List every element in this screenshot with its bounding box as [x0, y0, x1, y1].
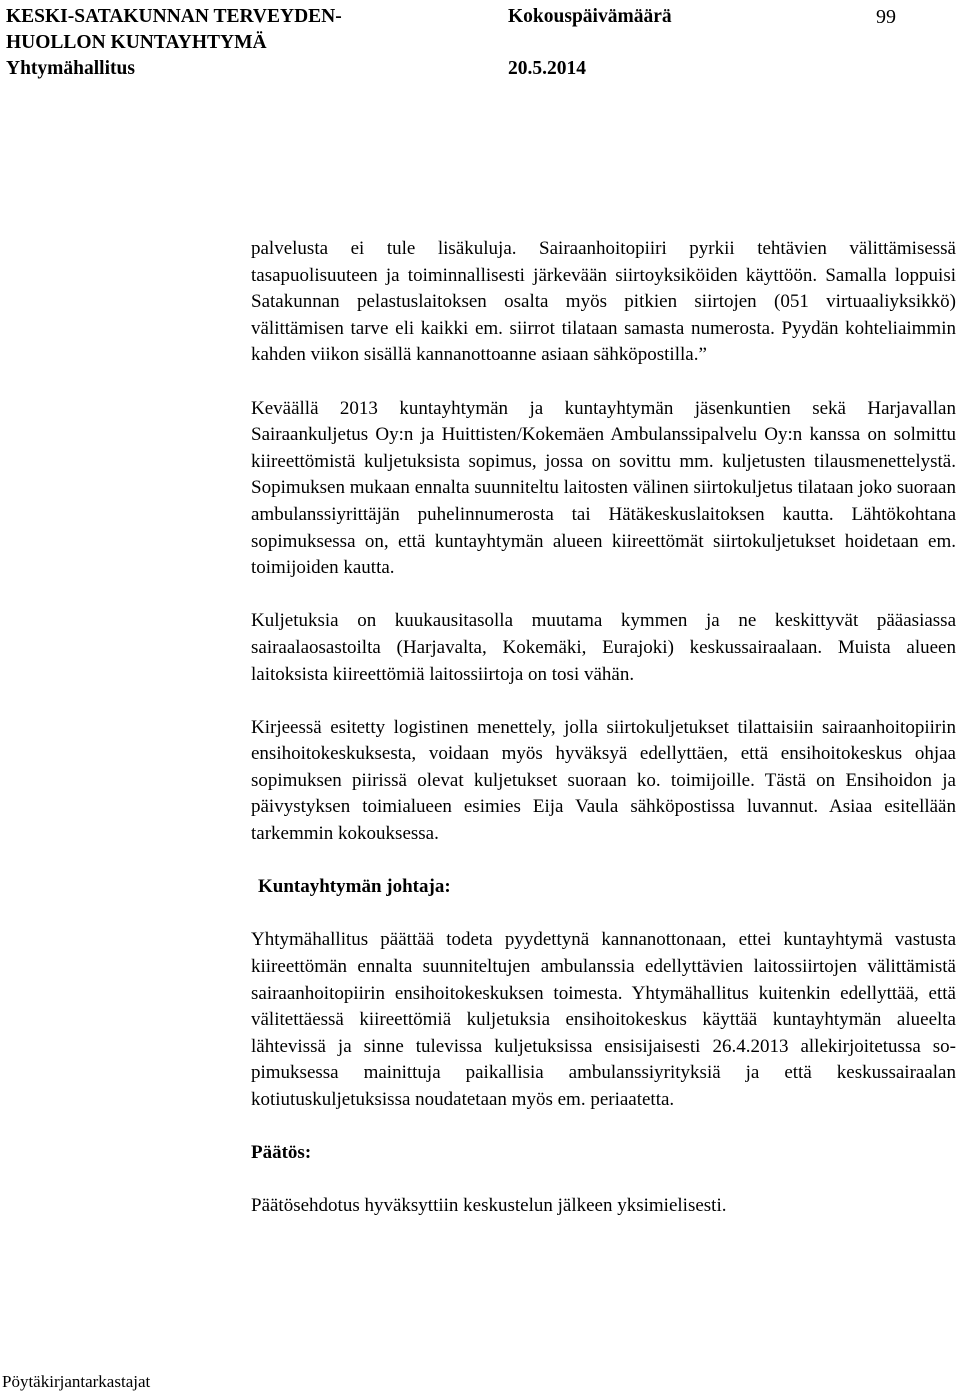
paragraph-logistics: Kirjeessä esitetty logistinen menettely, jolla siirtokuljetukset tilattaisiin sairaanhoitopiirin ensihoitokeskuksesta, voidaan myös hyväksyä edellyttäen, että ensihoitokeskus ohjaa sopimuksen piirissä olevat kuljetukset suoraan ko. toimijoille. Tästä on Ensihoidon ja päivystyksen toimialueen esimies Eija Vaula sähköpostissa luvannut. Asiaa esitellään tarkemmin kokouksessa.	[251, 716, 956, 845]
meeting-date-label: Kokouspäivämäärä	[508, 6, 672, 27]
footer-label: Pöytäkirjantarkastajat	[2, 1372, 151, 1391]
paragraph-agreement: Keväällä 2013 kuntayhtymän ja kuntayhtymän jäsenkuntien sekä Harjavallan Sairaankuljetus Oy:n ja Huittisten/Kokemäen Ambulanssipalvelu Oy:n kanssa on solmittu kiireettömistä kuljetuksista sopimus, jossa on sovittu mm. kuljetusten tilausmenettelystä. Sopimuksen mukaan ennalta suunniteltu laitosten välinen siirtokuljetus tilataan joko suoraan ambulanssiyrittäjän puhelinnumerosta tai Hätäkeskuslaitoksen kautta. Lähtökohtana sopimuksessa on, että kuntayhtymän alueen kiireettömät siirtokuljetukset hoidetaan em. toimijoiden kautta.	[251, 397, 956, 579]
decision-text: Päätösehdotus hyväksyttiin keskustelun jälkeen yksimielisesti.	[251, 1195, 727, 1217]
organization-name-line-1: KESKI-SATAKUNNAN TERVEYDEN-	[6, 6, 342, 27]
paragraph-transport-volume: Kuljetuksia on kuukausitasolla muutama kymmen ja ne keskittyvät pääasiassa sairaalaosastoilta (Harjavalta, Kokemäki, Eurajoki) keskussairaalaan. Muista alueen laitoksista kiireettömiä laitossiirtoja on tosi vähän.	[251, 610, 956, 685]
meeting-date: 20.5.2014	[508, 58, 586, 79]
director-proposal: Yhtymähallitus päättää todeta pyydettynä kannanottonaan, ettei kuntayhtymä vastusta kiireettömän ennalta suunniteltujen ambulanssia edellyttävien laitossiirtojen välittämistä sairaanhoitopiirin ensihoitokeskuksen toimesta. Yhtymähallitus kuitenkin edellyttää, että välitettäessä kiireettömiä kuljetuksia ensihoitokeskus käyttää kuntayhtymän alueelta lähtevissä ja sinne tulevissa kuljetuksissa ensisijaisesti 26.4.2013 allekirjoitetussa sopimuksessa mainittuja paikallisia ambulanssiyrityksiä ja että keskussairaalan kotiutuskuljetuksissa noudatetaan myös em. periaatetta.	[251, 929, 956, 1110]
page-number: 99	[876, 6, 896, 28]
paragraph-letter-continuation: palvelusta ei tule lisäkuluja. Sairaanhoitopiiri pyrkii tehtävien välittämisessä tasapuolisuuteen ja toiminnallisesti järkevään siirtoyksiköiden käyttöön. Samalla loppuisi Satakunnan pelastuslaitoksen osalta myös pitkien siirtojen (051 virtuaaliyksikkö) välittämisen tarve eli kaikki em. siirrot tilataan samasta numerosta. Pyydän kohteliaimmin kahden viikon sisällä kannanottoanne asiaan sähköpostilla.”	[251, 238, 956, 366]
page-header	[6, 4, 956, 84]
organization-name-line-2: HUOLLON KUNTAYHTYMÄ	[6, 32, 267, 53]
decision-heading: Päätös:	[251, 1142, 312, 1164]
director-heading: Kuntayhtymän johtaja:	[258, 876, 451, 898]
organization-block	[6, 4, 342, 82]
minutes-body	[251, 236, 956, 1247]
meeting-body: Yhtymähallitus	[6, 58, 135, 79]
